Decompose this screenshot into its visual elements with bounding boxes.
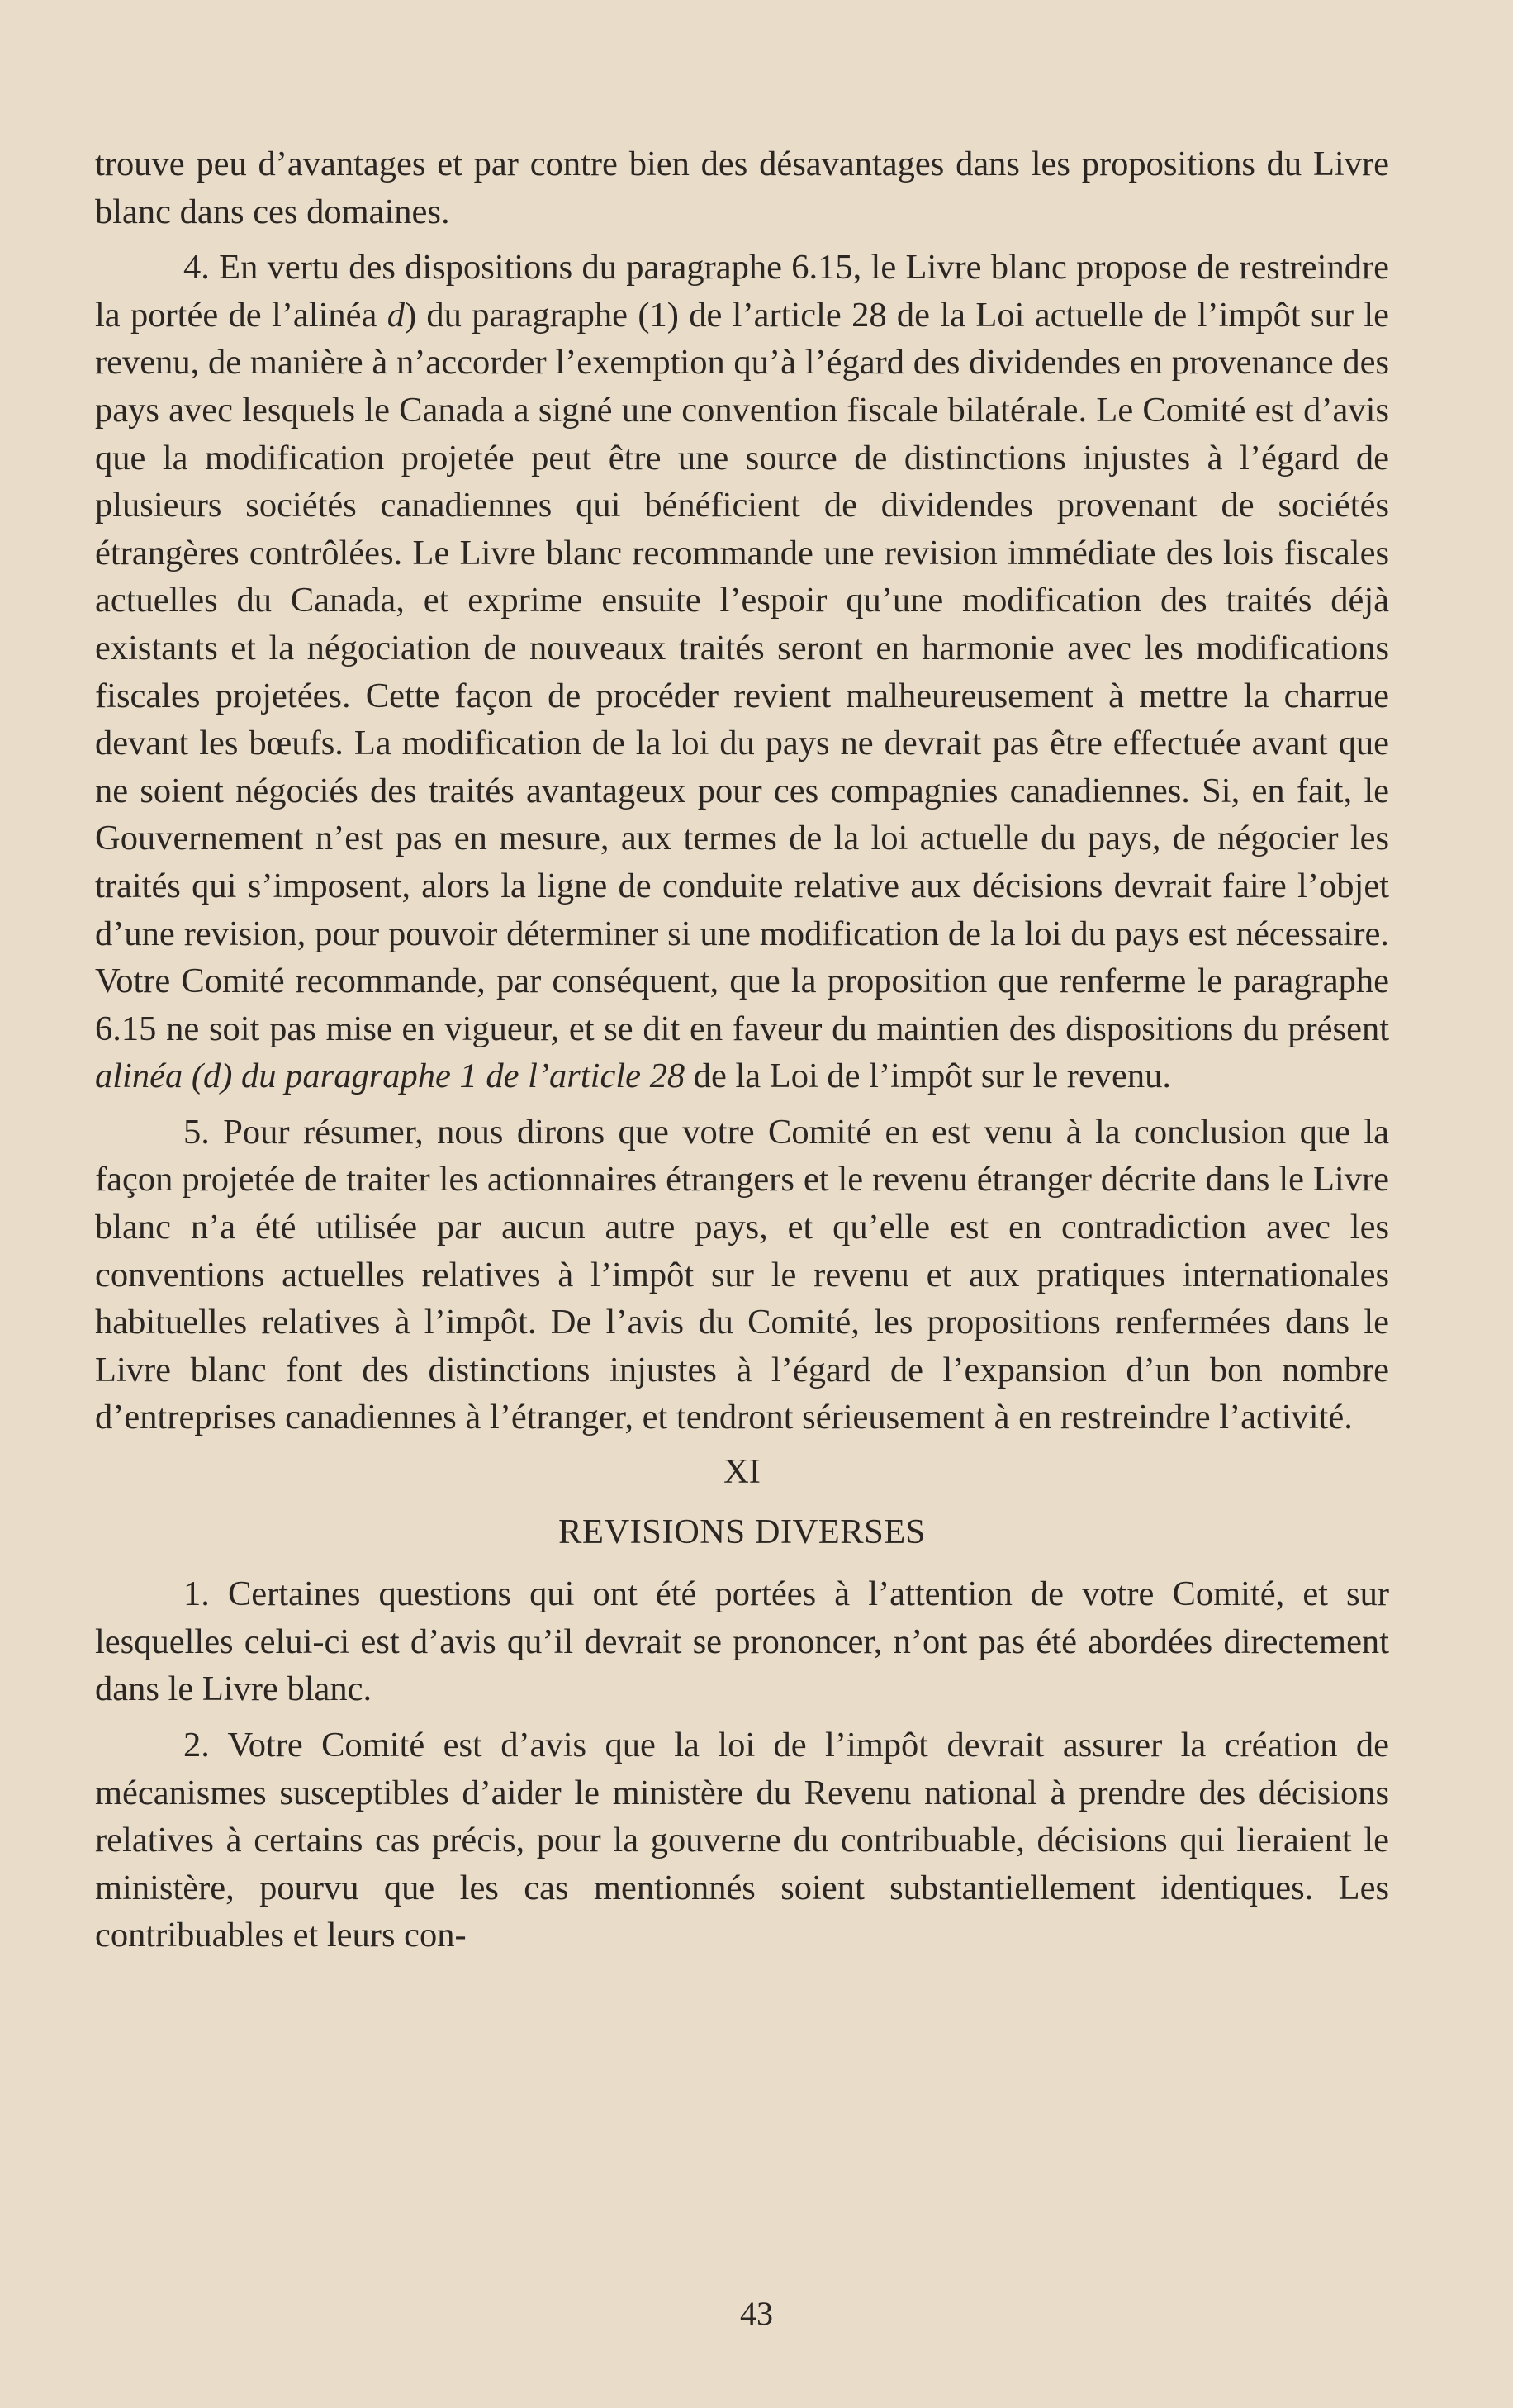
italic-reference: alinéa (d) du paragraphe 1 de l’article 28 xyxy=(95,1057,685,1096)
paragraph-xi-1 xyxy=(95,1570,1389,1713)
paragraph-text-part: de la Loi de l’impôt sur le revenu. xyxy=(685,1057,1172,1096)
body-text xyxy=(95,140,1389,1959)
paragraph-xi-2 xyxy=(95,1722,1389,1959)
paragraph-5 xyxy=(95,1109,1389,1441)
paragraph-text: 5. Pour résumer, nous dirons que votre Comité en est venu à la conclusion que la façon projetée de traiter les actionnaires étrangers et le revenu étranger décrite dans le Livre blanc n’a été utilisée par aucun autre pays, et qu’elle est en contradiction avec les conventions actuelles relatives à l’impôt sur le revenu et aux pratiques internationales habituelles relatives à l’impôt. De l’avis du Comité, les propositions renfermées dans le Livre blanc font des distinctions injustes à l’égard de l’expansion d’un bon nombre d’entreprises canadiennes à l’étranger, et tendront sérieusement à en restreindre l’activité. xyxy=(95,1112,1389,1437)
paragraph-text-part: ) du paragraphe (1) de l’article 28 de la Loi actuelle de l’impôt sur le revenu, de manière à n’accorder l’exemption qu’à l’égard des dividendes en provenance des pays avec lesquels le Canada a signé une convention fiscale bilatérale. Le Comité est d’avis que la modification projetée peut être une source de distinctions injustes à l’égard de plusieurs sociétés canadiennes qui bénéficient de dividendes provenant de sociétés étrangères contrôlées. Le Livre blanc recommande une revision immédiate des lois fiscales actuelles du Canada, et exprime ensuite l’espoir qu’une modification des traités déjà existants et la négociation de nouveaux traités seront en harmonie avec les modifications fiscales projetées. Cette façon de procéder revient malheureusement à mettre la charrue devant les bœufs. La modification de la loi du pays ne devrait pas être effectuée avant que ne soient négociés des traités avantageux pour ces compagnies canadiennes. Si, en fait, le Gouvernement n’est pas en mesure, aux termes de la loi actuelle du pays, de négocier les traités qui s’imposent, alors la ligne de conduite relative aux décisions devrait faire l’objet d’une revision, pour pouvoir déterminer si une modification de la loi du pays est nécessaire. Votre Comité recommande, par conséquent, que la proposition que renferme le paragraphe 6.15 ne soit pas mise en vigueur, et se dit en faveur du maintien des dispositions du présent xyxy=(95,295,1390,1048)
page-number: 43 xyxy=(740,2295,773,2332)
paragraph-text: 1. Certaines questions qui ont été portées à l’attention de votre Comité, et sur lesquelles celui-ci est d’avis qu’il devrait se prononcer, n’ont pas été abordées directement dans le Livre blanc. xyxy=(95,1574,1389,1709)
section-number: XI xyxy=(723,1452,761,1492)
paragraph-4 xyxy=(95,244,1389,1100)
paragraph-text: 2. Votre Comité est d’avis que la loi de l’impôt devrait assurer la création de mécanismes susceptibles d’aider le ministère du Revenu national à prendre des décisions relatives à certains cas précis, pour la gouverne du contribuable, décisions qui lieraient le ministère, pourvu que les cas mentionnés soient substantiellement identiques. Les contribuables et leurs con- xyxy=(95,1726,1389,1955)
paragraph-text-part: 4. En vertu des dispositions du paragraphe 6.15, le Livre blanc propose de restreindre la portée de l’alinéa xyxy=(95,248,1389,335)
paragraph-continued xyxy=(95,140,1389,235)
italic-letter: d xyxy=(387,295,405,335)
paragraph-text: trouve peu d’avantages et par contre bien des désavantages dans les propositions du Livre blanc dans ces domaines. xyxy=(95,145,1389,231)
section-title: REVISIONS DIVERSES xyxy=(558,1512,926,1551)
